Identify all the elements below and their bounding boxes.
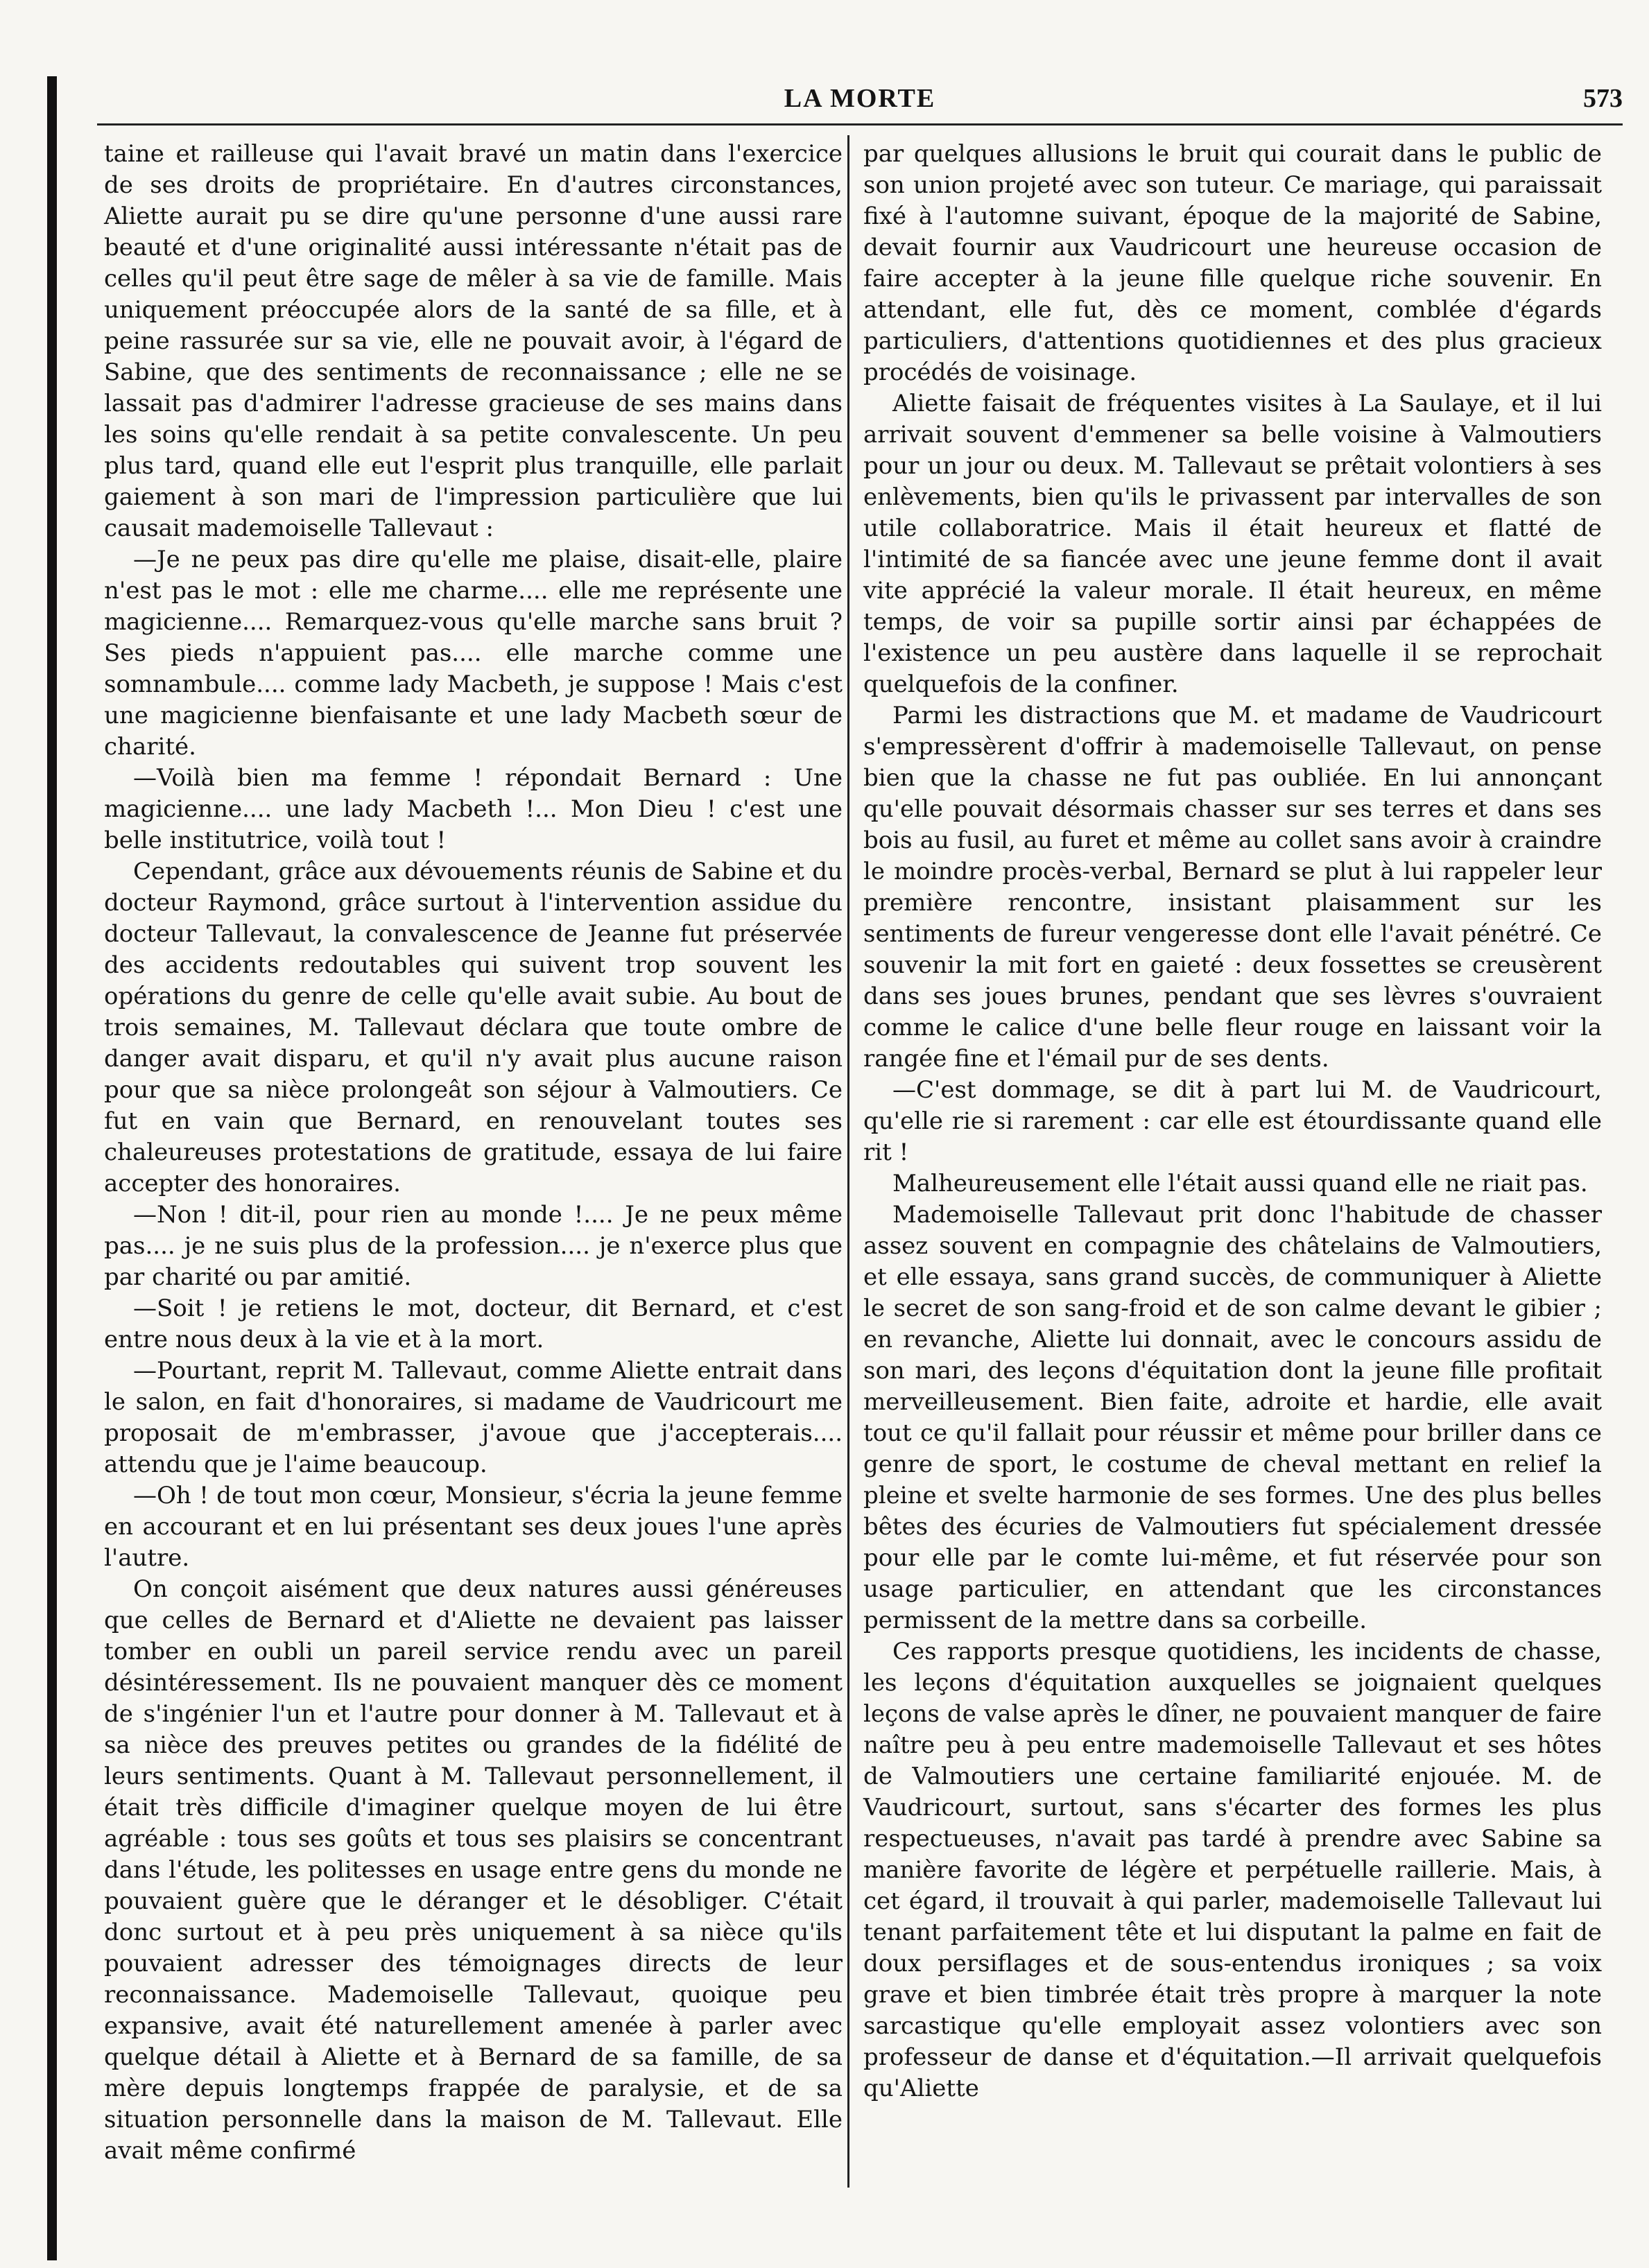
paragraph: Parmi les distractions que M. et madame de Vaudricourt s'empressèrent d'offrir à mademoiselle Tallevaut, on pense bien que la chasse ne fut pas oubliée. En lui annonçant qu'elle pouvait désormais chasser sur ses terres et dans ses bois au fusil, au furet et même au collet sans avoir à craindre le moindre procès-verbal, Bernard se plut à lui rappeler leur première rencontre, insistant plaisamment sur les sentiments de fureur vengeresse dont elle l'avait pénétré. Ce souvenir la mit fort en gaieté : deux fossettes se creusèrent dans ses joues brunes, pendant que ses lèvres s'ouvraient comme le calice d'une belle fleur rouge en laissant voir la rangée fine et l'émail pur de ses dents. [863,702,1602,1073]
paragraph: Mademoiselle Tallevaut prit donc l'habitude de chasser assez souvent en compagnie des châtelains de Valmoutiers, et elle essaya, sans grand succès, de communiquer à Aliette le secret de son sang-froid et de son calme devant le gibier ; en revanche, Aliette lui donnait, avec le concours assidu de son mari, des leçons d'équitation dont la jeune fille profitait merveilleusement. Bien faite, adroite et hardie, elle avait tout ce qu'il fallait pour réussir et même pour briller dans ce genre de sport, le costume de cheval mettant en relief la pleine et svelte harmonie de ses formes. Une des plus belles bêtes des écuries de Valmoutiers fut spécialement dressée pour elle par le comte lui-même, et fut réservée pour son usage particulier, en attendant que les circonstances permissent de la mettre dans sa corbeille. [863,1201,1602,1634]
paragraph: —Pourtant, reprit M. Tallevaut, comme Aliette entrait dans le salon, en fait d'honoraires, si madame de Vaudricourt me proposait de m'embrasser, j'avoue que j'accepterais.... attendu que je l'aime beaucoup. [104,1357,843,1478]
paragraph: —Oh ! de tout mon cœur, Monsieur, s'écria la jeune femme en accourant et en lui présentant ses deux joues l'une après l'autre. [104,1482,843,1572]
paragraph: —Soit ! je retiens le mot, docteur, dit Bernard, et c'est entre nous deux à la vie et à la mort. [104,1295,843,1353]
paragraph: —Voilà bien ma femme ! répondait Bernard : Une magicienne.... une lady Macbeth !... Mon Dieu ! c'est une belle institutrice, voilà tout ! [104,764,843,854]
paragraph: —Je ne peux pas dire qu'elle me plaise, disait-elle, plaire n'est pas le mot : elle me charme.... elle me représente une magicienne.... Remarquez-vous qu'elle marche sans bruit ? Ses pieds n'appuient pas.... elle marche comme une somnambule.... comme lady Macbeth, je suppose ! Mais c'est une magicienne bienfaisante et une lady Macbeth sœur de charité. [104,546,843,761]
paragraph: taine et railleuse qui l'avait bravé un matin dans l'exercice de ses droits de propriétaire. En d'autres circonstances, Aliette aurait pu se dire qu'une personne d'une aussi rare beauté et d'une originalité aussi intéressante n'était pas de celles qu'il peut être sage de mêler à sa vie de famille. Mais uniquement préoccupée alors de la santé de sa fille, et à peine rassurée sur sa vie, elle ne pouvait avoir, à l'égard de Sabine, que des sentiments de reconnaissance ; elle ne se lassait pas d'admirer l'adresse gracieuse de ses mains dans les soins qu'elle rendait à sa petite convalescente. Un peu plus tard, quand elle eut l'esprit plus tranquille, elle parlait gaiement à son mari de l'impression particulière que lui causait mademoiselle Tallevaut : [104,140,843,542]
paragraph: Ces rapports presque quotidiens, les incidents de chasse, les leçons d'équitation auxquelles se joignaient quelques leçons de valse après le dîner, ne pouvaient manquer de faire naître peu à peu entre mademoiselle Tallevaut et ses hôtes de Valmoutiers une certaine familiarité enjouée. M. de Vaudricourt, surtout, sans s'écarter des formes les plus respectueuses, n'avait pas tardé à prendre avec Sabine sa manière favorite de légère et perpétuelle raillerie. Mais, à cet égard, il trouvait à qui parler, mademoiselle Tallevaut lui tenant parfaitement tête et lui disputant la palme en fait de doux persiflages et de sous-entendus ironiques ; sa voix grave et bien timbrée était très propre à marquer la note sarcastique qu'elle employait assez volontiers avec son professeur de danse et d'équitation.—Il arrivait quelquefois qu'Aliette [863,1638,1602,2102]
column-divider [847,135,849,2188]
right-column [863,139,1602,2104]
paragraph: Aliette faisait de fréquentes visites à La Saulaye, et il lui arrivait souvent d'emmener sa belle voisine à Valmoutiers pour un jour ou deux. M. Tallevaut se prêtait volontiers à ses enlèvements, bien qu'ils le privassent par intervalles de son utile collaboratrice. Mais il était heureux et flatté de l'intimité de sa fiancée avec une jeune femme dont il avait vite apprécié la valeur morale. Il était heureux, en même temps, de voir sa pupille sortir ainsi par échappées de l'existence un peu austère dans laquelle il se reprochait quelquefois de la confiner. [863,390,1602,698]
paragraph: —C'est dommage, se dit à part lui M. de Vaudricourt, qu'elle rie si rarement : car elle est étourdissante quand elle rit ! [863,1076,1602,1166]
header-rule [97,123,1623,125]
left-column [104,139,843,2167]
paragraph: Malheureusement elle l'était aussi quand elle ne riait pas. [892,1170,1588,1197]
running-title: LA MORTE [784,84,936,113]
page-header [97,76,1623,125]
page-number: 573 [1583,84,1623,113]
paragraph: par quelques allusions le bruit qui courait dans le public de son union projeté avec son tuteur. Ce mariage, qui paraissait fixé à l'automne suivant, époque de la majorité de Sabine, devait fournir aux Vaudricourt une heureuse occasion de faire accepter à la jeune fille quelque riche souvenir. En attendant, elle fut, dès ce moment, comblée d'égards particuliers, d'attentions quotidiennes et des plus gracieux procédés de voisinage. [863,140,1602,386]
paragraph: On conçoit aisément que deux natures aussi généreuses que celles de Bernard et d'Aliette ne devaient pas laisser tomber en oubli un pareil service rendu avec un pareil désintéressement. Ils ne pouvaient manquer dès ce moment de s'ingénier l'un et l'autre pour donner à M. Tallevaut et à sa nièce des preuves petites ou grandes de la fidélité de leurs sentiments. Quant à M. Tallevaut personnellement, il était très difficile d'imaginer quelque moyen de lui être agréable : tous ses goûts et tous ses plaisirs se concentrant dans l'étude, les politesses en usage entre gens du monde ne pouvaient guère que le déranger et le désobliger. C'était donc surtout et à peu près uniquement à sa nièce qu'ils pouvaient adresser des témoignages directs de leur reconnaissance. Mademoiselle Tallevaut, quoique peu expansive, avait été naturellement amenée à parler avec quelque détail à Aliette et à Bernard de sa famille, de sa mère depuis longtemps frappée de paralysie, et de sa situation personnelle dans la maison de M. Tallevaut. Elle avait même confirmé [104,1575,843,2165]
paragraph: Cependant, grâce aux dévouements réunis de Sabine et du docteur Raymond, grâce surtout à l'intervention assidue du docteur Tallevaut, la convalescence de Jeanne fut préservée des accidents redoutables qui suivent trop souvent les opérations du genre de celle qu'elle avait subie. Au bout de trois semaines, M. Tallevaut déclara que toute ombre de danger avait disparu, et qu'il n'y avait plus aucune raison pour que sa nièce prolongeât son séjour à Valmoutiers. Ce fut en vain que Bernard, en renouvelant toutes ses chaleureuses protestations de gratitude, essaya de lui faire accepter des honoraires. [104,858,843,1197]
paragraph: —Non ! dit-il, pour rien au monde !.... Je ne peux même pas.... je ne suis plus de la profession.... je n'exerce plus que par charité ou par amitié. [104,1201,843,1291]
binding-edge [47,76,57,2260]
